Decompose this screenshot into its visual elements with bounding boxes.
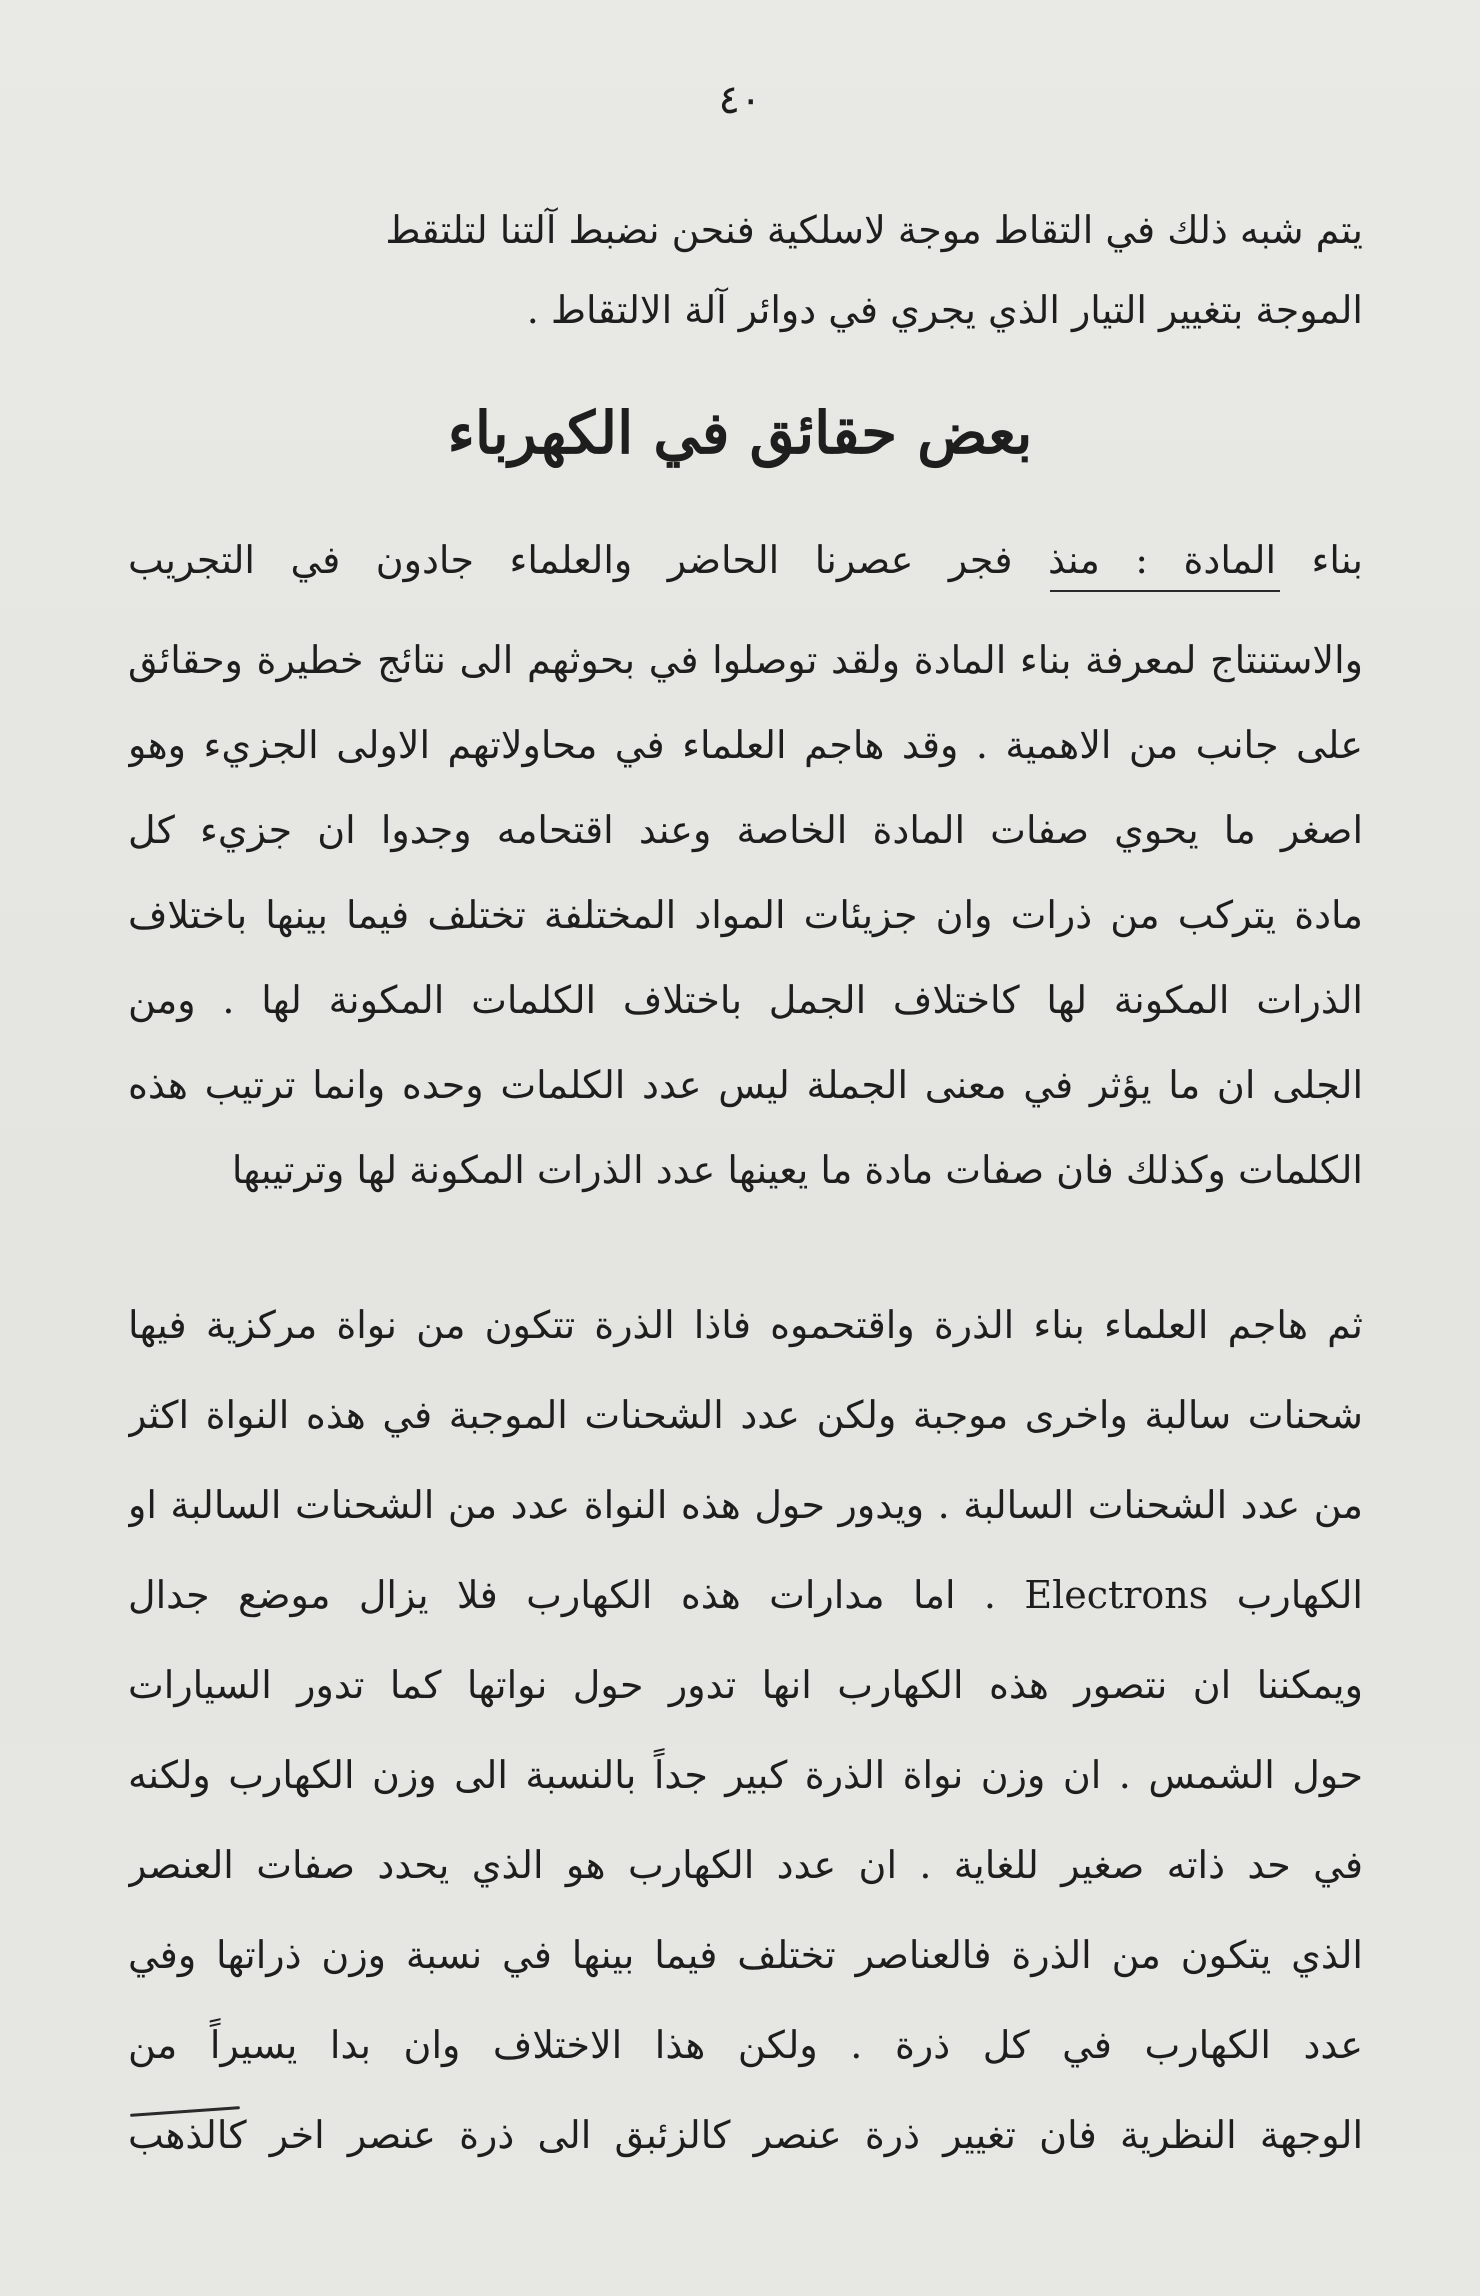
page-number: ٤٠ <box>718 77 762 123</box>
paragraph-line: على جانب من الاهمية . وقد هاجم العلماء في محاولاتهم الاولى الجزيء وهو <box>128 723 1363 767</box>
paragraph-line: شحنات سالبة واخرى موجبة ولكن عدد الشحنات الموجبة في هذه النواة اكثر <box>128 1393 1363 1437</box>
intro-line: يتم شبه ذلك في التقاط موجة لاسلكية فنحن نضبط آلتنا لتلتقط <box>385 208 1363 252</box>
paragraph-line: الجلى ان ما يؤثر في معنى الجملة ليس عدد الكلمات وحده وانما ترتيب هذه <box>128 1063 1363 1107</box>
paragraph-line: في حد ذاته صغير للغاية . ان عدد الكهارب هو الذي يحدد صفات العنصر <box>128 1843 1363 1887</box>
paragraph-line: الوجهة النظرية فان تغيير ذرة عنصر كالزئبق الى ذرة عنصر اخر كالذهب <box>128 2113 1363 2157</box>
paragraph-line: عدد الكهارب في كل ذرة . ولكن هذا الاختلاف وان بدا يسيراً من <box>128 2023 1363 2067</box>
paragraph-line: بناء المادة : منذ فجر عصرنا الحاضر والعلماء جادون في التجريب <box>128 538 1363 582</box>
paragraph-line: ويمكننا ان نتصور هذه الكهارب انها تدور حول نواتها كما تدور السيارات <box>128 1663 1363 1707</box>
paragraph-line: الكهارب Electrons . اما مدارات هذه الكهارب فلا يزال موضع جدال <box>128 1573 1363 1617</box>
section-heading: بعض حقائق في الكهرباء <box>447 399 1033 467</box>
paragraph-line: اصغر ما يحوي صفات المادة الخاصة وعند اقتحامه وجدوا ان جزيء كل <box>128 808 1363 852</box>
paragraph-line: الكلمات وكذلك فان صفات مادة ما يعينها عدد الذرات المكونة لها وترتيبها <box>231 1148 1363 1192</box>
paragraph-line: ثم هاجم العلماء بناء الذرة واقتحموه فاذا الذرة تتكون من نواة مركزية فيها <box>128 1303 1363 1347</box>
paragraph-line: الذرات المكونة لها كاختلاف الجمل باختلاف الكلمات المكونة لها . ومن <box>128 978 1363 1022</box>
paragraph-line: والاستنتاج لمعرفة بناء المادة ولقد توصلوا في بحوثهم الى نتائج خطيرة وحقائق <box>128 638 1363 682</box>
paragraph-line: من عدد الشحنات السالبة . ويدور حول هذه النواة عدد من الشحنات السالبة او <box>128 1483 1363 1527</box>
paragraph-line: مادة يتركب من ذرات وان جزيئات المواد المختلفة تختلف فيما بينها باختلاف <box>128 893 1363 937</box>
paragraph-line: الذي يتكون من الذرة فالعناصر تختلف فيما بينها في نسبة وزن ذراتها وفي <box>128 1933 1363 1977</box>
intro-line: الموجة بتغيير التيار الذي يجري في دوائر آلة الالتقاط . <box>526 288 1363 332</box>
paragraph-line: حول الشمس . ان وزن نواة الذرة كبير جداً بالنسبة الى وزن الكهارب ولكنه <box>128 1753 1363 1797</box>
subtitle-underline <box>1050 590 1280 592</box>
